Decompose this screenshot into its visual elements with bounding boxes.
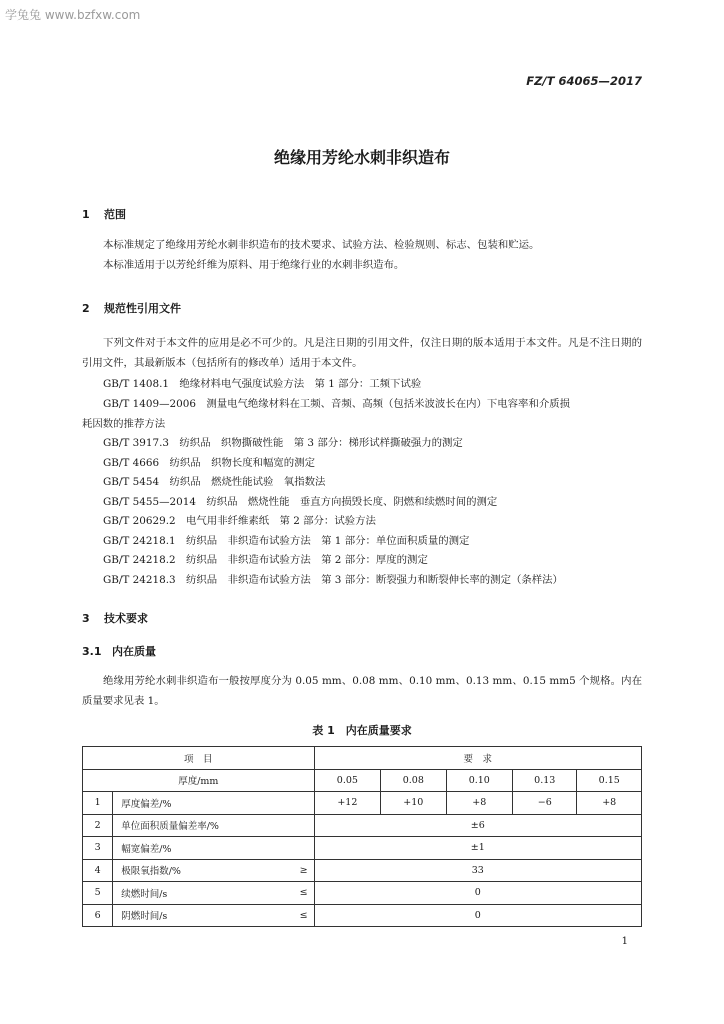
reference-item-continuation: 耗因数的推荐方法: [82, 418, 166, 430]
row-item: 阴燃时间/s: [113, 904, 259, 927]
row-number: 5: [83, 882, 113, 905]
row-value: ±1: [314, 837, 641, 860]
row-value: +10: [381, 792, 446, 815]
section-number: 3.1: [82, 645, 102, 658]
scope-paragraph-1: 本标准规定了绝缘用芳纶水刺非织造布的技术要求、试验方法、检验规则、标志、包装和贮运。: [103, 239, 540, 251]
section-number: 2: [82, 302, 90, 315]
quality-paragraph: 绝缘用芳纶水刺非织造布一般按厚度分为 0.05 mm、0.08 mm、0.10 mm、0.13 mm、0.15 mm5 个规格。内在质量要求见表 1。: [82, 675, 642, 707]
quality-requirements-table: [82, 746, 642, 927]
reference-item: GB/T 1409—2006 测量电气绝缘材料在工频、音频、高频（包括米波波长在内）下电容率和介质损: [103, 398, 571, 410]
section-1-heading: [82, 206, 126, 222]
thickness-value: 0.15: [577, 769, 642, 792]
section-title: 规范性引用文件: [104, 302, 181, 315]
header-requirement: 要 求: [314, 747, 641, 770]
row-number: 1: [83, 792, 113, 815]
row-number: 3: [83, 837, 113, 860]
row-operator: ≤: [259, 904, 314, 927]
row-operator: ≤: [259, 882, 314, 905]
scope-paragraph-2: 本标准适用于以芳纶纤维为原料、用于绝缘行业的水刺非织造布。: [103, 259, 405, 271]
section-2-heading: [82, 300, 181, 316]
section-title: 技术要求: [104, 612, 148, 625]
row-number: 4: [83, 859, 113, 882]
thickness-value: 0.05: [314, 769, 380, 792]
reference-item: GB/T 4666 纺织品 织物长度和幅宽的测定: [103, 457, 315, 469]
row-value: +12: [314, 792, 380, 815]
reference-item: GB/T 20629.2 电气用非纤维素纸 第 2 部分：试验方法: [103, 515, 376, 527]
standard-number: FZ/T 64065—2017: [526, 74, 642, 88]
section-title: 范围: [104, 208, 126, 221]
page-number: 1: [621, 936, 628, 947]
reference-item: GB/T 1408.1 绝缘材料电气强度试验方法 第 1 部分：工频下试验: [103, 378, 422, 390]
thickness-value: 0.08: [381, 769, 446, 792]
row-item: 幅宽偏差/%: [113, 837, 314, 860]
reference-item: GB/T 24218.1 纺织品 非织造布试验方法 第 1 部分：单位面积质量的测定: [103, 535, 470, 547]
row-item: 续燃时间/s: [113, 882, 259, 905]
section-3-1-heading: [82, 643, 156, 659]
row-value: 0: [314, 904, 641, 927]
thickness-label: 厚度/mm: [83, 769, 315, 792]
reference-item: GB/T 24218.3 纺织品 非织造布试验方法 第 3 部分：断裂强力和断裂伸长率的测定（条样法）: [103, 574, 563, 586]
thickness-value: 0.10: [446, 769, 512, 792]
row-number: 6: [83, 904, 113, 927]
reference-item: GB/T 24218.2 纺织品 非织造布试验方法 第 2 部分：厚度的测定: [103, 554, 428, 566]
table-row: [83, 904, 642, 927]
document-title: 绝缘用芳纶水刺非织造布: [273, 148, 450, 167]
table-row: [83, 859, 642, 882]
row-item: 厚度偏差/%: [113, 792, 314, 815]
section-number: 1: [82, 208, 90, 221]
row-value: 0: [314, 882, 641, 905]
table-row: [83, 837, 642, 860]
row-value: +8: [446, 792, 512, 815]
reference-item: GB/T 5454 纺织品 燃烧性能试验 氧指数法: [103, 476, 326, 488]
section-3-heading: [82, 610, 148, 626]
row-value: −6: [513, 792, 577, 815]
row-item: 极限氧指数/%: [113, 859, 259, 882]
table-header-row: [83, 747, 642, 770]
reference-item: GB/T 5455—2014 纺织品 燃烧性能 垂直方向损毁长度、阴燃和续燃时间的测定: [103, 496, 498, 508]
row-operator: ≥: [259, 859, 314, 882]
section-title: 内在质量: [112, 645, 156, 658]
header-item: 项 目: [83, 747, 315, 770]
row-value: 33: [314, 859, 641, 882]
row-value: +8: [577, 792, 642, 815]
thickness-row: [83, 769, 642, 792]
row-item: 单位面积质量偏差率/%: [113, 814, 314, 837]
thickness-value: 0.13: [513, 769, 577, 792]
section-number: 3: [82, 612, 90, 625]
reference-item: GB/T 3917.3 纺织品 织物撕破性能 第 3 部分：梯形试样撕破强力的测定: [103, 437, 463, 449]
references-intro: 下列文件对于本文件的应用是必不可少的。凡是注日期的引用文件，仅注日期的版本适用于本文件。凡是不注日期的引用文件，其最新版本（包括所有的修改单）适用于本文件。: [82, 337, 642, 369]
watermark: 学兔兔 www.bzfxw.com: [5, 8, 141, 22]
row-value: ±6: [314, 814, 641, 837]
row-number: 2: [83, 814, 113, 837]
table-caption: 表 1 内在质量要求: [312, 724, 412, 737]
table-row: [83, 792, 642, 815]
table-row: [83, 814, 642, 837]
table-row: [83, 882, 642, 905]
